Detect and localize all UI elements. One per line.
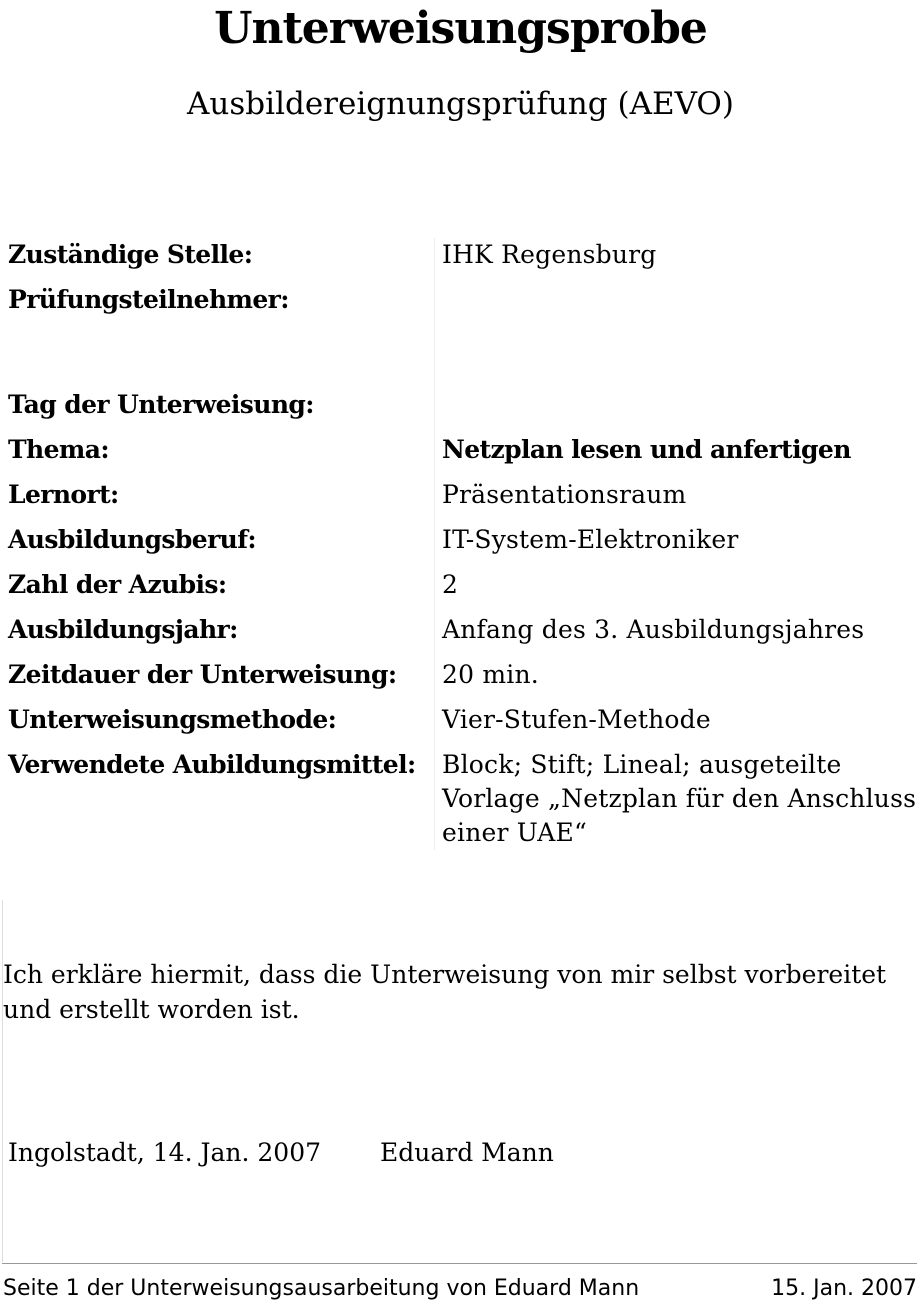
info-value: 20 min. [442,660,539,689]
document-title: Unterweisungsprobe [214,3,707,54]
info-label: Unterweisungsmethode: [8,703,435,748]
info-row-mittel [8,748,920,850]
info-value-thema: Netzplan lesen und anfertigen [442,435,851,464]
info-value: Anfang des 3. Ausbildungsjahres [442,615,865,644]
info-value [435,388,921,433]
info-value: Präsentationsraum [442,480,687,509]
info-label: Zahl der Azubis: [8,568,435,613]
info-row-thema [8,433,920,478]
info-value: Vier-Stufen-Methode [442,705,711,734]
info-row-lernort [8,478,920,523]
info-row-ausbildungsjahr [8,613,920,658]
info-row-pruefungsteilnehmer [8,283,920,388]
info-label: Thema: [8,433,435,478]
signature-place-date: Ingolstadt, 14. Jan. 2007 [8,1138,322,1167]
info-label: Lernort: [8,478,435,523]
declaration-text: Ich erkläre hiermit, dass die Unterweisung von mir selbst vorbereitet und erstellt worden ist. [3,960,887,1024]
info-row-zeitdauer [8,658,920,703]
info-row-tag [8,388,920,433]
info-value: Block; Stift; Lineal; ausgeteilte Vorlage „Netzplan für den Anschluss einer UAE“ [442,750,917,847]
info-table [8,238,920,850]
info-value: IT-System-Elektroniker [442,525,739,554]
footer-page-info: Seite 1 der Unterweisungsausarbeitung von Eduard Mann [3,1276,640,1301]
info-value: IHK Regensburg [442,240,657,269]
info-label: Tag der Unterweisung: [8,388,435,433]
info-label: Ausbildungsjahr: [8,613,435,658]
info-label: Zuständige Stelle: [8,238,435,283]
footer-divider [2,1263,917,1264]
info-row-zahl-azubis [8,568,920,613]
info-label: Prüfungsteilnehmer: [8,283,435,388]
document-subtitle: Ausbildereignungsprüfung (AEVO) [187,86,734,122]
info-label: Verwendete Aubildungsmittel: [8,748,435,850]
info-value: 2 [442,570,459,599]
info-row-ausbildungsberuf [8,523,920,568]
footer-date: 15. Jan. 2007 [771,1276,917,1301]
info-row-methode [8,703,920,748]
left-margin-line [2,900,3,1262]
info-label: Zeitdauer der Unterweisung: [8,658,435,703]
info-row-zustaendige-stelle [8,238,920,283]
info-value [435,283,921,388]
info-label: Ausbildungsberuf: [8,523,435,568]
signature-name: Eduard Mann [380,1138,554,1167]
